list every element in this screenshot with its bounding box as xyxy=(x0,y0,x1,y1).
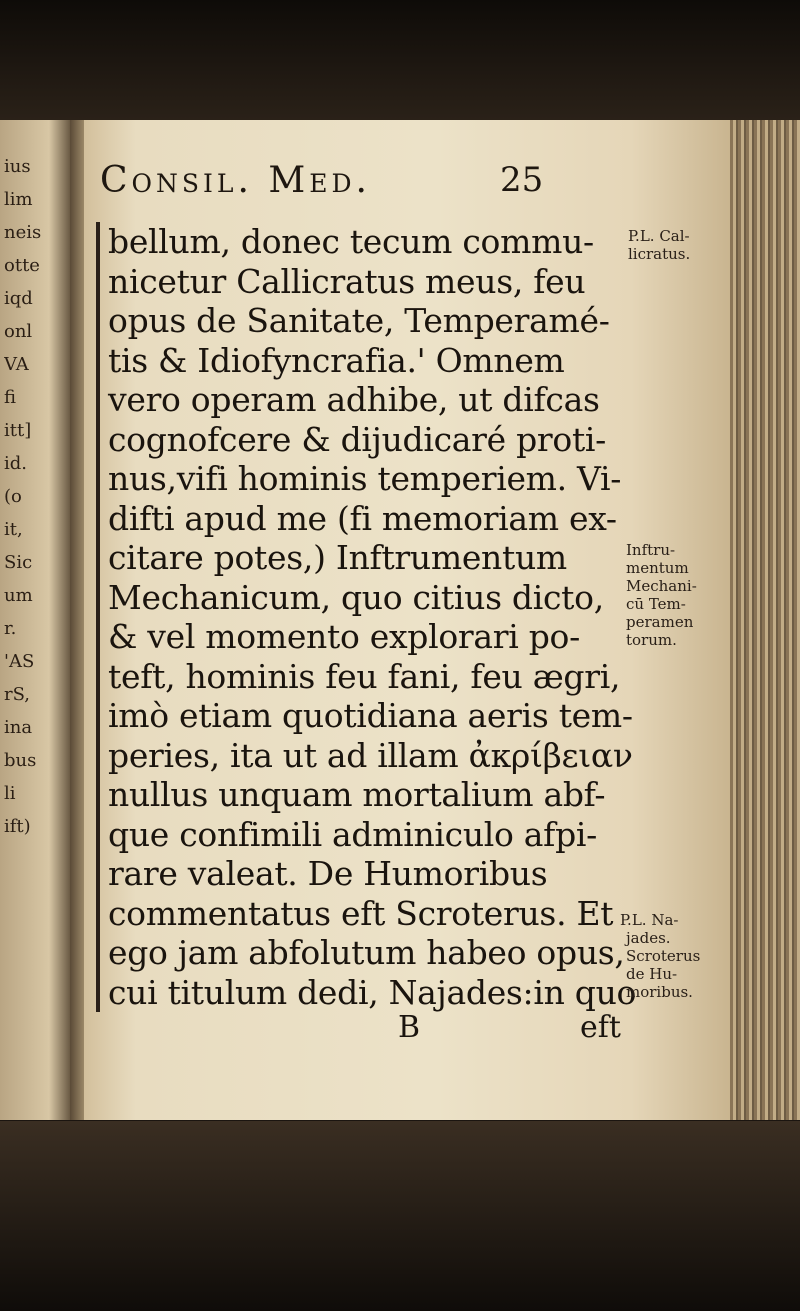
signature-mark: B xyxy=(398,1010,421,1045)
text-line: Mechanicum, quo citius dicto, xyxy=(96,578,616,618)
prev-margin-fragment: otte xyxy=(4,255,40,276)
prev-margin-fragment: id. xyxy=(4,453,28,474)
text-line: difti apud me (fi memoriam ex- xyxy=(96,499,616,539)
prev-margin-fragment: rS, xyxy=(4,684,31,705)
running-header xyxy=(100,160,550,200)
text-line: opus de Sanitate, Temperamé- xyxy=(96,301,616,341)
background-top xyxy=(0,0,800,120)
prev-margin-fragment: 'AS xyxy=(4,651,35,672)
prev-margin-fragment: onl xyxy=(4,321,33,342)
text-line: nicetur Callicratus meus, feu xyxy=(96,262,616,302)
sidenote: P.L. Cal- xyxy=(628,227,690,245)
text-line: peries, ita ut ad illam ἀκρίβειαν xyxy=(96,736,616,776)
text-line: ego jam abfolutum habeo opus, xyxy=(96,933,616,973)
sidenote: Scroterus xyxy=(626,947,701,965)
prev-margin-fragment: itt] xyxy=(4,420,32,441)
sidenote: moribus. xyxy=(626,983,693,1001)
text-line: teft, hominis feu fani, feu ægri, xyxy=(96,657,616,697)
text-line: citare potes,) Inftrumentum xyxy=(96,538,616,578)
text-line: nullus unquam mortalium abf- xyxy=(96,775,616,815)
prev-margin-fragment: ina xyxy=(4,717,33,738)
background-bottom xyxy=(0,1121,800,1311)
prev-margin-fragment: iqd xyxy=(4,288,33,309)
previous-page-margin xyxy=(4,150,64,843)
text-line: nus,vifi hominis temperiem. Vi- xyxy=(96,459,616,499)
text-line: commentatus eft Scroterus. Et xyxy=(96,894,616,934)
prev-margin-fragment: ift) xyxy=(4,816,31,837)
prev-margin-fragment: (o xyxy=(4,486,22,507)
text-line: tis & Idiofyncrafia.' Omnem xyxy=(96,341,616,381)
sidenote: peramen xyxy=(626,613,694,631)
prev-margin-fragment: lim xyxy=(4,189,33,210)
text-line: bellum, donec tecum commu- xyxy=(96,222,616,262)
catchword: eft xyxy=(580,1010,621,1045)
prev-margin-fragment: r. xyxy=(4,618,17,639)
prev-margin-fragment: VA xyxy=(4,354,29,375)
sidenote: mentum xyxy=(626,559,689,577)
sidenote: cū Tem- xyxy=(626,595,686,613)
main-text xyxy=(96,222,637,1012)
text-line: cui titulum dedi, Najades:in quo xyxy=(96,973,616,1013)
text-line: rare valeat. De Humoribus xyxy=(96,854,616,894)
sidenote: P.L. Na- xyxy=(620,911,679,929)
text-line: & vel momento explorari po- xyxy=(96,617,616,657)
prev-margin-fragment: ius xyxy=(4,156,31,177)
text-line: vero operam adhibe, ut difcas xyxy=(96,380,616,420)
prev-margin-fragment: neis xyxy=(4,222,42,243)
sidenote: licratus. xyxy=(628,245,691,263)
prev-margin-fragment: it, xyxy=(4,519,23,540)
sidenote: Mechani- xyxy=(626,577,697,595)
text-line: cognofcere & dijudicaré proti- xyxy=(96,420,616,460)
sidenote: torum. xyxy=(626,631,677,649)
page-number: 25 xyxy=(500,160,544,200)
page-gutter xyxy=(70,120,84,1120)
sidenote: Inftru- xyxy=(626,541,676,559)
sidenote: de Hu- xyxy=(626,965,678,983)
fore-edge xyxy=(730,120,800,1120)
prev-margin-fragment: um xyxy=(4,585,33,606)
text-line: que confimili adminiculo afpi- xyxy=(96,815,616,855)
text-line: imò etiam quotidiana aeris tem- xyxy=(96,696,616,736)
prev-margin-fragment: li xyxy=(4,783,16,804)
prev-margin-fragment: bus xyxy=(4,750,37,771)
prev-margin-fragment: fi xyxy=(4,387,17,408)
sidenote: jades. xyxy=(626,929,671,947)
running-title: Consil. Med. xyxy=(100,160,372,201)
prev-margin-fragment: Sic xyxy=(4,552,33,573)
